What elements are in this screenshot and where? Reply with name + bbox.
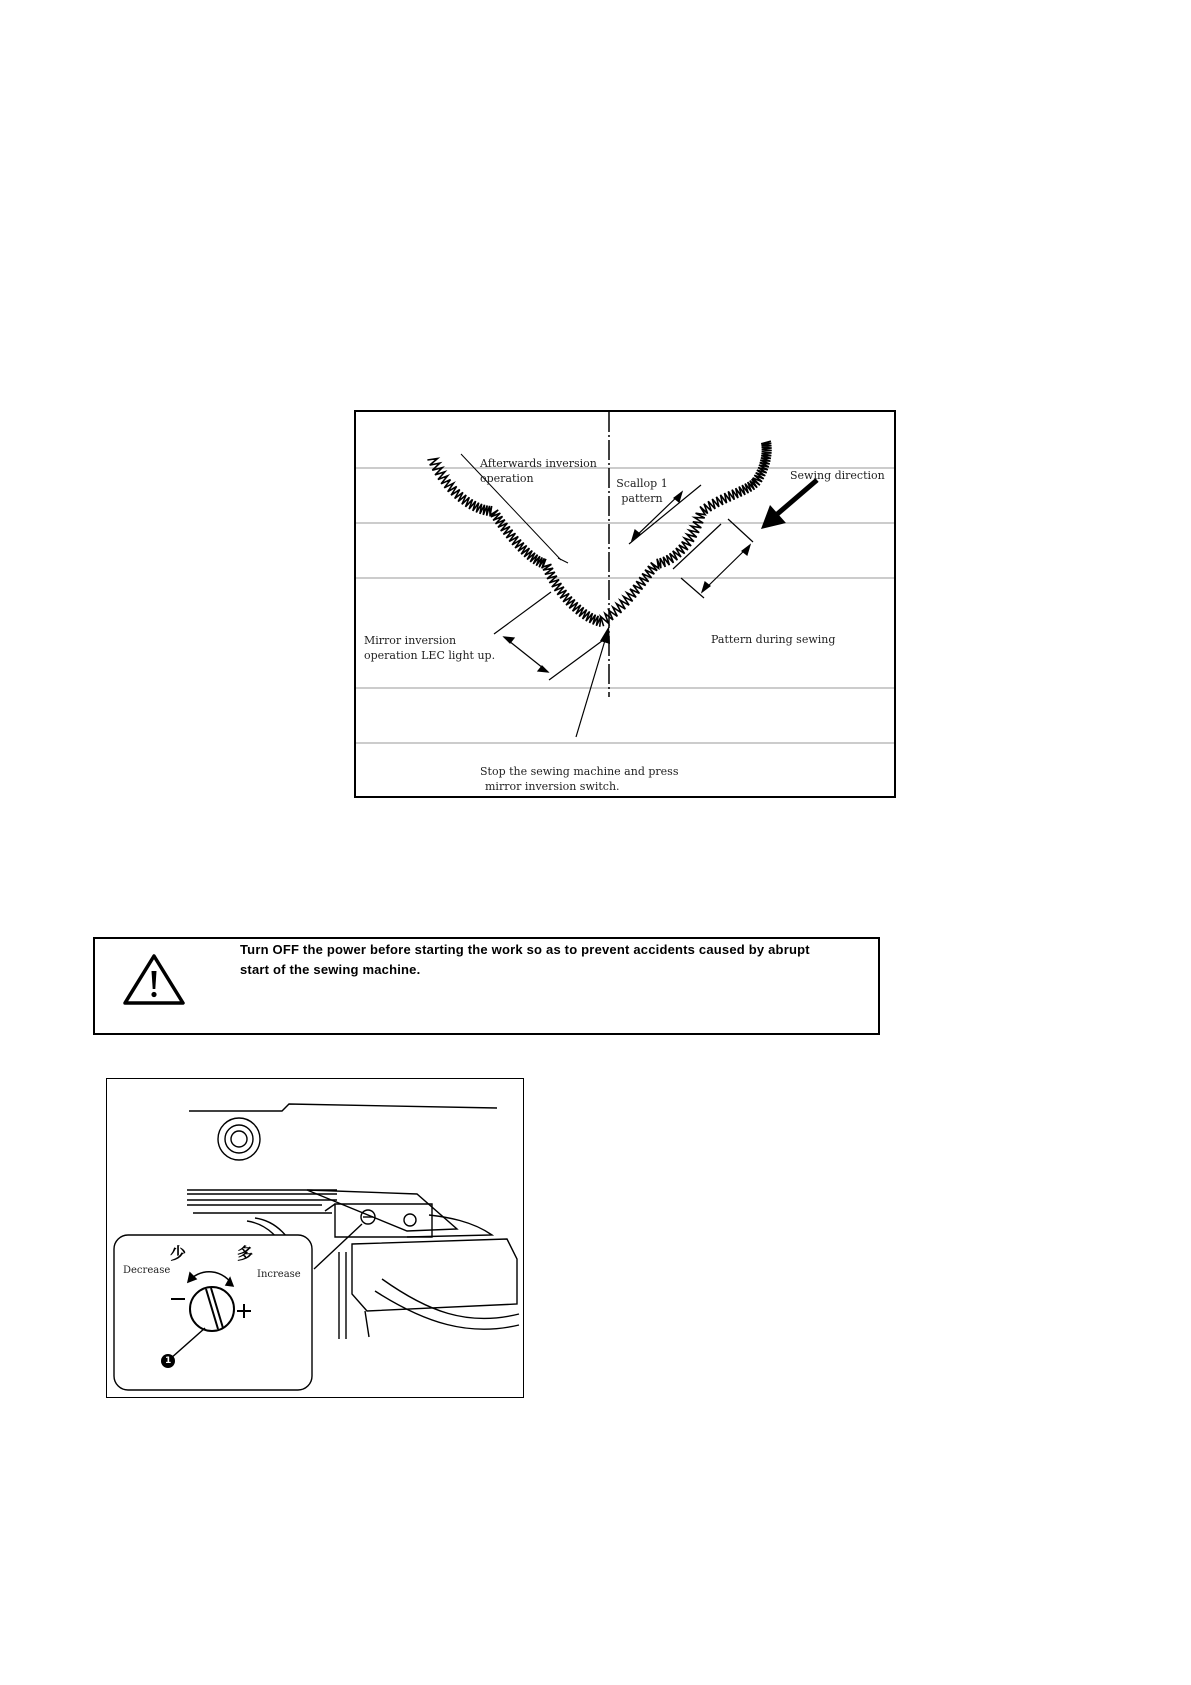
pattern-during-sewing-label: Pattern during sewing: [711, 633, 836, 646]
warning-triangle-icon: [121, 951, 187, 1007]
machine-drawing: [107, 1079, 522, 1396]
mirror-dimension-arrow: [494, 592, 606, 680]
decrease-cjk-label: 少: [170, 1244, 187, 1263]
stop-arrow: [576, 626, 610, 737]
right-scallop-stitch: [601, 441, 772, 626]
scallop-diagram-figure: [354, 410, 896, 798]
stop-machine-label: Stop the sewing machine and press mirror inversion switch.: [480, 765, 679, 793]
sewing-direction-arrow: [761, 480, 817, 529]
afterwards-inversion-label: Afterwards inversion operation: [480, 457, 597, 485]
sewing-direction-label: Sewing direction: [790, 469, 885, 482]
adjustment-screw-figure: [106, 1078, 524, 1398]
increase-cjk-label: 多: [237, 1244, 254, 1263]
decrease-label: Decrease: [123, 1265, 171, 1276]
scallop-pattern-label: Scallop 1 pattern: [616, 477, 668, 505]
mirror-inversion-label: Mirror inversion operation LEC light up.: [364, 634, 496, 662]
warning-text: Turn OFF the power before starting the work so as to prevent accidents caused by abrupt start of the sewing machine.: [240, 942, 810, 977]
callout-number-1: 1: [165, 1356, 172, 1366]
warning-box: [93, 937, 880, 1035]
increase-label: Increase: [257, 1269, 301, 1280]
